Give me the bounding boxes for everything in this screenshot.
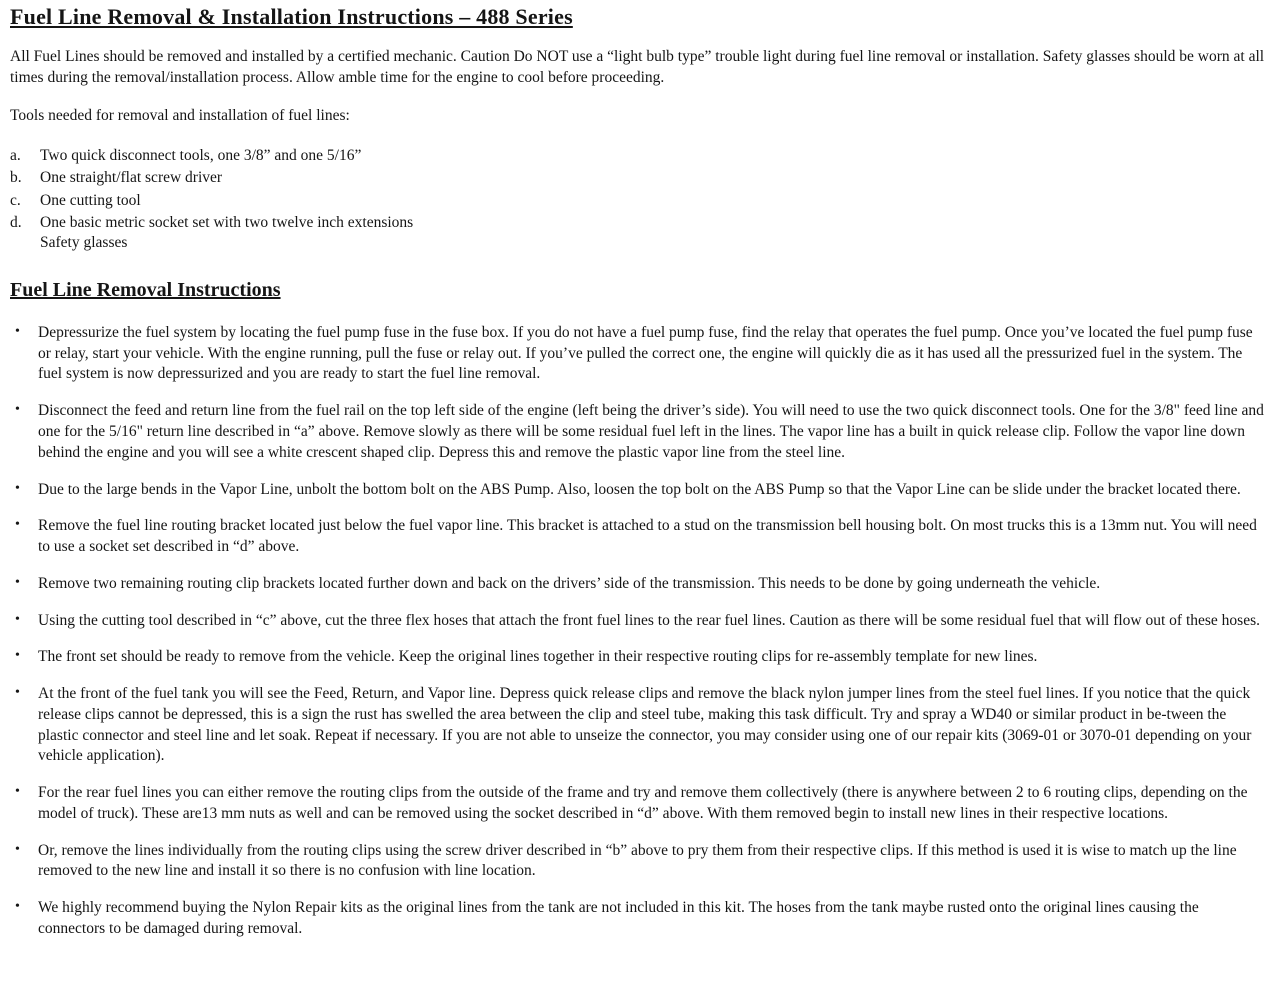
bullet-icon: • (15, 648, 20, 664)
removal-step-text: At the front of the fuel tank you will see the Feed, Return, and Vapor line. Depress quick release clips and remove the black nylon jumper lines from the steel fuel lines. If you notice that the quick release clips cannot be depressed, this is a sign the rust has swelled the area between the clip and steel tube, making this task difficult. Try and spray a WD40 or similar product in be-tween the plastic connector and steel line and let soak. Repeat if necessary. If you are not able to unseize the connector, you may consider using one of our repair kits (3069-01 or 3070-01 depending on your vehicle application). (38, 685, 1252, 765)
bullet-icon: • (15, 323, 20, 339)
removal-step-item (10, 323, 1268, 385)
removal-step-item (10, 783, 1268, 825)
tool-item-text: One straight/flat screw driver (40, 169, 223, 187)
tool-item-letter: a. (10, 147, 21, 165)
tool-list-item (10, 191, 1268, 211)
removal-step-text: Remove two remaining routing clip brackets located further down and back on the drivers’ side of the transmission. This needs to be done by going underneath the vehicle. (38, 574, 1101, 592)
removal-step-text: We highly recommend buying the Nylon Repair kits as the original lines from the tank are not included in this kit. The hoses from the tank maybe rusted onto the original lines causing the connectors to be damaged during removal. (38, 899, 1199, 937)
bullet-icon: • (15, 611, 20, 627)
tool-list-item (10, 168, 1268, 188)
removal-step-item (10, 611, 1268, 632)
removal-step-text: For the rear fuel lines you can either remove the routing clips from the outside of the frame and try and remove them collectively (there is anywhere between 2 to 6 routing clips, depending on the model of truck). These are13 mm nuts as well and can be removed using the socket described in “d” above. With them removed begin to install new lines in their respective locations. (38, 784, 1248, 822)
removal-step-text: Or, remove the lines individually from the routing clips using the screw driver described in “b” above to pry them from their respective clips. If this method is used it is wise to match up the line removed to the new line and install it so there is no confusion with line location. (38, 841, 1237, 880)
section-title-removal-instructions: Fuel Line Removal Instructions (10, 278, 281, 301)
removal-step-item (10, 516, 1268, 558)
removal-step-item (10, 401, 1268, 463)
tool-item-text: One cutting tool (40, 191, 141, 209)
bullet-icon: • (15, 841, 20, 857)
removal-steps-list (10, 323, 1268, 940)
removal-step-item (10, 684, 1268, 767)
removal-step-item (10, 647, 1268, 668)
tool-item-letter: d. (10, 213, 22, 231)
tool-list-item (10, 213, 1268, 253)
bullet-icon: • (15, 480, 20, 496)
tool-list-item (10, 146, 1268, 166)
removal-step-item (10, 898, 1268, 940)
removal-step-item (10, 841, 1268, 883)
tool-item-letter: c. (10, 191, 21, 209)
bullet-icon: • (15, 685, 20, 701)
tool-item-letter: b. (10, 169, 22, 187)
removal-step-item (10, 480, 1268, 501)
removal-step-text: Depressurize the fuel system by locating the fuel pump fuse in the fuse box. If you do not have a fuel pump fuse, find the relay that operates the fuel pump. Once you’ve located the fuel pump fuse or relay, start your vehicle. With the engine running, pull the fuse or relay out. If you’ve pulled the correct one, the engine will quickly die as it has used all the pressurized fuel in the system. The fuel system is now depressurized and you are ready to start the fuel line removal. (38, 323, 1253, 383)
tools-intro-line: Tools needed for removal and installation of fuel lines: (10, 107, 350, 125)
tools-list (10, 146, 1268, 253)
bullet-icon: • (15, 517, 20, 533)
bullet-icon: • (15, 402, 20, 418)
tool-item-text: Two quick disconnect tools, one 3/8” and one 5/16” (40, 147, 362, 165)
tool-item-continuation: Safety glasses (40, 233, 128, 251)
removal-step-text: The front set should be ready to remove from the vehicle. Keep the original lines together in their respective routing clips for re-assembly template for new lines. (38, 648, 1038, 666)
intro-paragraph: All Fuel Lines should be removed and installed by a certified mechanic. Caution Do NOT use a “light bulb type” trouble light during fuel line removal or installation. Safety glasses should be worn at all times during the removal/installation process. Allow amble time for the engine to cool before proceeding. (10, 48, 1265, 86)
bullet-icon: • (15, 784, 20, 800)
removal-step-item (10, 574, 1268, 595)
tool-item-text: One basic metric socket set with two twelve inch extensions Safety glasses (40, 213, 1268, 253)
document-title: Fuel Line Removal & Installation Instructions – 488 Series (10, 4, 573, 29)
removal-step-text: Using the cutting tool described in “c” above, cut the three flex hoses that attach the front fuel lines to the rear fuel lines. Caution as there will be some residual fuel that will flow out of these hoses. (38, 611, 1260, 629)
bullet-icon: • (15, 574, 20, 590)
removal-step-text: Remove the fuel line routing bracket located just below the fuel vapor line. This bracket is attached to a stud on the transmission bell housing bolt. On most trucks this is a 13mm nut. You will need to use a socket set described in “d” above. (38, 517, 1257, 556)
bullet-icon: • (15, 899, 20, 915)
removal-step-text: Due to the large bends in the Vapor Line, unbolt the bottom bolt on the ABS Pump. Also, loosen the top bolt on the ABS Pump so that the Vapor Line can be slide under the bracket located there. (38, 480, 1241, 498)
removal-step-text: Disconnect the feed and return line from the fuel rail on the top left side of the engine (left being the driver’s side). You will need to use the two quick disconnect tools. One for the 3/8" feed line and one for the 5/16" return line described in “a” above. Remove slowly as there will be some residual fuel left in the lines. The vapor line has a built in quick release clip. Follow the vapor line down behind the engine and you will see a white crescent shaped clip. Depress this and remove the plastic vapor line from the steel line. (38, 402, 1264, 461)
